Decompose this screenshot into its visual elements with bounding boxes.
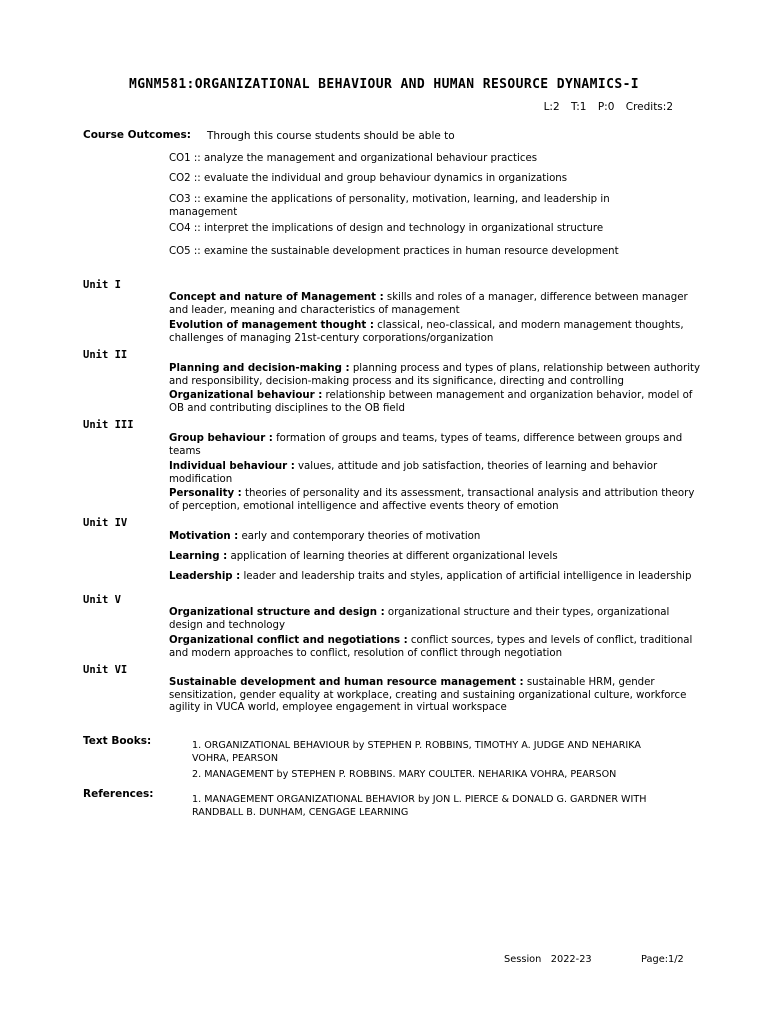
topic-heading: Learning : <box>169 551 228 562</box>
unit-label: Unit I <box>83 279 121 291</box>
unit-label: Unit II <box>83 349 128 361</box>
course-outcome-item: CO4 :: interpret the implications of design and technology in organizational structure <box>169 223 604 234</box>
unit-topic <box>169 433 705 458</box>
course-outcome-item: CO1 :: analyze the management and organizational behaviour practices <box>169 153 538 164</box>
practical-hours: P:0 <box>597 101 615 113</box>
topic-text: application of learning theories at different organizational levels <box>227 551 558 562</box>
unit-label: Unit III <box>83 419 134 431</box>
topic-heading: Personality : <box>169 488 242 499</box>
unit-topic <box>169 461 705 486</box>
reference-item: 1. MANAGEMENT ORGANIZATIONAL BEHAVIOR by JON L. PIERCE & DONALD G. GARDNER WITH RANDBALL B. DUNHAM, CENGAGE LEARNING <box>192 794 647 818</box>
credits-line <box>544 101 673 113</box>
topic-heading: Individual behaviour : <box>169 461 295 472</box>
lecture-hours: L:2 <box>543 101 560 113</box>
topic-text: organizational structure and their types, organizational design and technology <box>169 607 670 631</box>
topic-heading: Organizational behaviour : <box>169 390 323 401</box>
unit-topic <box>169 292 705 317</box>
unit-topic <box>169 571 705 584</box>
unit-label: Unit V <box>83 594 121 606</box>
session-label: Session 2022-23 <box>504 954 592 965</box>
course-outcome-item: CO5 :: examine the sustainable development practices in human resource development <box>169 246 619 257</box>
unit-topic <box>169 607 705 632</box>
topic-heading: Organizational structure and design : <box>169 607 385 618</box>
unit-topic <box>169 635 705 660</box>
unit-topic <box>169 488 705 513</box>
text-book-item: 2. MANAGEMENT by STEPHEN P. ROBBINS. MARY COULTER. NEHARIKA VOHRA, PEARSON <box>192 769 617 780</box>
text-book-item: 1. ORGANIZATIONAL BEHAVIOUR by STEPHEN P. ROBBINS, TIMOTHY A. JUDGE AND NEHARIKA VOHRA, PEARSON <box>192 740 641 764</box>
tutorial-hours: T:1 <box>571 101 587 113</box>
unit-topic <box>169 363 705 388</box>
topic-text: formation of groups and teams, types of teams, difference between groups and teams <box>169 433 683 457</box>
topic-text: planning process and types of plans, relationship between authority and responsibility, decision-making process and its significance, directing and controlling <box>169 363 701 387</box>
topic-heading: Evolution of management thought : <box>169 320 374 331</box>
unit-topic <box>169 390 705 415</box>
topic-text: early and contemporary theories of motivation <box>238 531 481 542</box>
topic-heading: Organizational conflict and negotiations : <box>169 635 408 646</box>
topic-text: classical, neo-classical, and modern management thoughts, challenges of managing 21st-century corporations/organization <box>169 320 684 344</box>
topic-text: theories of personality and its assessment, transactional analysis and attribution theory of perception, emotional intelligence and affective events theory of emotion <box>169 488 695 512</box>
unit-topic <box>169 531 705 544</box>
topic-text: skills and roles of a manager, difference between manager and leader, meaning and characteristics of management <box>169 292 688 316</box>
course-outcomes-intro: Through this course students should be able to <box>207 130 455 142</box>
topic-heading: Group behaviour : <box>169 433 273 444</box>
unit-topic <box>169 677 705 715</box>
topic-heading: Sustainable development and human resource management : <box>169 677 524 688</box>
text-books-label: Text Books: <box>83 735 152 747</box>
topic-text: conflict sources, types and levels of conflict, traditional and modern approaches to conflict, resolution of conflict through negotiation <box>169 635 693 659</box>
unit-topic <box>169 320 705 345</box>
course-outcome-item: CO2 :: evaluate the individual and group behaviour dynamics in organizations <box>169 173 568 184</box>
topic-text: relationship between management and organization behavior, model of OB and contributing disciplines to the OB field <box>169 390 693 414</box>
unit-label: Unit VI <box>83 664 128 676</box>
topic-heading: Planning and decision-making : <box>169 363 350 374</box>
topic-text: values, attitude and job satisfaction, theories of learning and behavior modification <box>169 461 658 485</box>
topic-text: leader and leadership traits and styles, application of artificial intelligence in leadership <box>240 571 692 582</box>
course-outcome-item: CO3 :: examine the applications of personality, motivation, learning, and leadership in management <box>169 194 610 218</box>
references-label: References: <box>83 788 154 800</box>
course-outcomes-label: Course Outcomes: <box>83 129 191 141</box>
unit-topic <box>169 551 705 564</box>
unit-label: Unit IV <box>83 517 128 529</box>
page-number: Page:1/2 <box>641 954 684 965</box>
topic-heading: Motivation : <box>169 531 239 542</box>
topic-heading: Leadership : <box>169 571 241 582</box>
course-title: MGNM581:ORGANIZATIONAL BEHAVIOUR AND HUMAN RESOURCE DYNAMICS-I <box>128 77 640 92</box>
topic-heading: Concept and nature of Management : <box>169 292 384 303</box>
topic-text: sustainable HRM, gender sensitization, gender equality at workplace, creating and sustaining organizational culture, workforce agility in VUCA world, employee engagement in virtual workspace <box>169 677 687 713</box>
credit-count: Credits:2 <box>625 101 673 113</box>
